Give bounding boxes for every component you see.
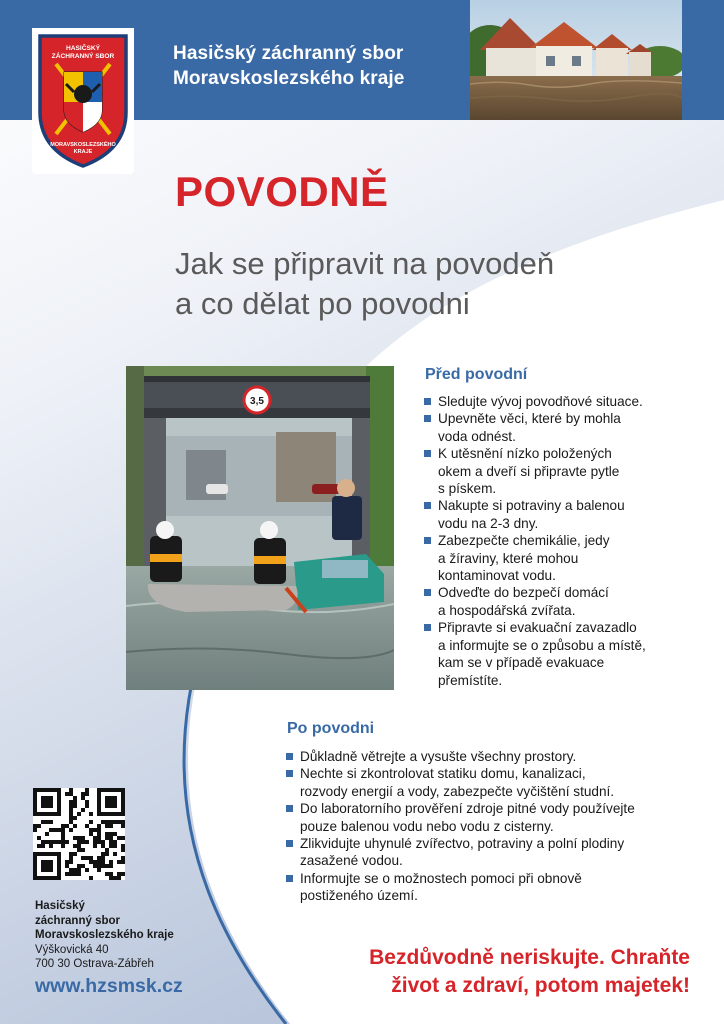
slogan-line2: život a zdraví, potom majetek! (391, 974, 690, 997)
speed-sign-text: 3,5 (250, 396, 264, 407)
before-item (424, 410, 704, 445)
after-item-line: postiženého území. (300, 888, 418, 904)
before-item-line: Zabezpečte chemikálie, jedy (438, 533, 610, 549)
before-item-line: voda odnést. (438, 428, 516, 444)
page-title: POVODNĚ (175, 168, 389, 215)
header-org-name (173, 41, 404, 91)
after-item-line: zasažené vodou. (300, 853, 403, 869)
after-item-line: Nechte si zkontrolovat statiku domu, kanalizaci, (300, 766, 586, 782)
contact-address (35, 899, 174, 972)
before-item (424, 584, 704, 619)
after-item-line: rozvody energií a vody, zabezpečte vyčištění studní. (300, 783, 615, 799)
subtitle-line2: a co dělat po povodni (175, 286, 470, 321)
header-org-line2: Moravskoslezského kraje (173, 68, 405, 89)
before-item-line: přemístíte. (438, 672, 503, 688)
svg-text:HASIČSKÝ: HASIČSKÝ (65, 45, 101, 52)
after-item (286, 870, 696, 905)
before-item-line: a žíraviny, které mohou (438, 550, 579, 566)
fire-rescue-emblem-icon (36, 32, 130, 170)
after-list (286, 748, 696, 905)
after-item-line: Důkladně větrejte a vysušte všechny prostory. (300, 749, 577, 764)
contact-org-line3: Moravskoslezského kraje (35, 929, 174, 941)
before-item-line: vodu na 2-3 dny. (438, 515, 539, 531)
after-item-line: Informujte se o možnostech pomoci při obnově (300, 870, 582, 886)
before-item-line: a informujte se o způsobu a místě, (438, 637, 646, 653)
before-item (424, 532, 704, 584)
before-heading: Před povodní (425, 366, 528, 383)
before-item-line: Nakupte si potraviny a balenou (438, 498, 625, 514)
after-item (286, 835, 696, 870)
after-item-line: Do laboratorního prověření zdroje pitné vody používejte (300, 801, 635, 817)
before-item-line: okem a dveří si připravte pytle (438, 463, 620, 479)
before-item-line: Odveďte do bezpečí domácí (438, 585, 609, 601)
logo-area (32, 28, 134, 174)
before-item (424, 497, 704, 532)
after-item (286, 748, 696, 765)
after-item-line: pouze balenou vodu nebo vodu z cisterny. (300, 818, 554, 834)
svg-text:ZÁCHRANNÝ SBOR: ZÁCHRANNÝ SBOR (51, 53, 115, 60)
before-item-line: kontaminovat vodu. (438, 568, 556, 584)
before-item-line: s pískem. (438, 481, 497, 497)
contact-org-line2: záchranný sbor (35, 914, 120, 927)
after-item-line: Zlikvidujte uhynulé zvířectvo, potraviny a polní plodiny (300, 836, 625, 852)
before-item-line: K utěsnění nízko položených (438, 446, 612, 462)
contact-street: Výškovická 40 (35, 943, 109, 956)
before-item (424, 393, 704, 410)
before-item-line: Připravte si evakuační zavazadlo (438, 620, 637, 636)
before-item (424, 619, 704, 689)
header-org-line1: Hasičský záchranný sbor (173, 43, 404, 64)
after-item (286, 765, 696, 800)
website-link[interactable]: www.hzsmsk.cz (35, 975, 183, 997)
slogan-line1: Bezdůvodně neriskujte. Chraňte (369, 946, 690, 969)
after-item (286, 800, 696, 835)
svg-text:KRAJE: KRAJE (73, 149, 93, 155)
rescue-photo (126, 366, 394, 690)
before-list (424, 393, 704, 689)
after-heading: Po povodni (287, 720, 375, 737)
contact-org-line1: Hasičský (35, 900, 85, 912)
slogan (369, 944, 690, 1000)
subtitle-line1: Jak se připravit na povodeň (175, 246, 555, 281)
header-flood-photo (470, 0, 682, 120)
page-subtitle (175, 244, 554, 324)
before-item (424, 445, 704, 497)
qr-code-icon[interactable] (33, 788, 125, 880)
before-item-line: a hospodářská zvířata. (438, 602, 576, 618)
svg-text:MORAVSKOSLEZSKÉHO: MORAVSKOSLEZSKÉHO (50, 142, 116, 148)
before-item-line: kam se v případě evakuace (438, 655, 605, 671)
contact-city: 700 30 Ostrava-Zábřeh (35, 958, 154, 970)
before-item-line: Upevněte věci, které by mohla (438, 411, 621, 427)
before-item-line: Sledujte vývoj povodňové situace. (438, 394, 643, 409)
